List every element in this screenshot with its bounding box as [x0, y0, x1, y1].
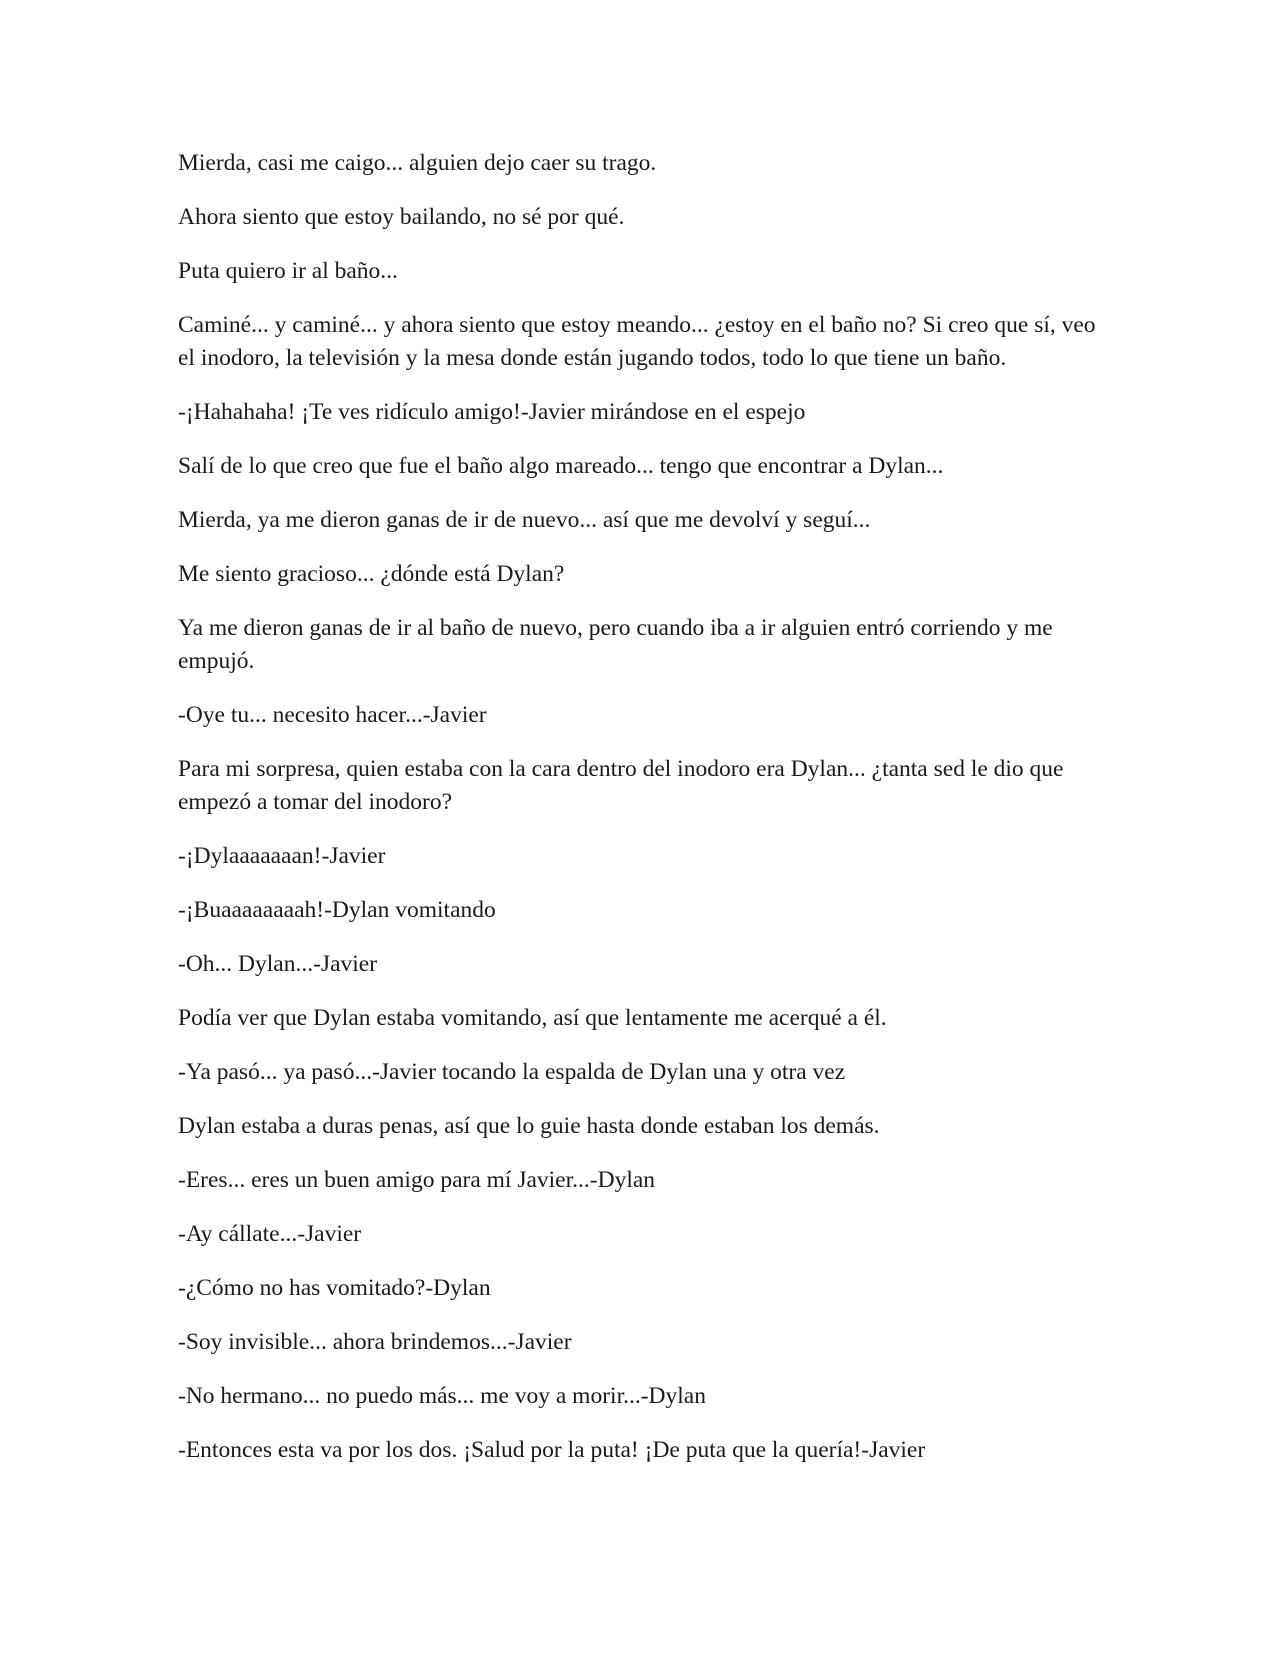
paragraph: Para mi sorpresa, quien estaba con la cara dentro del inodoro era Dylan... ¿tanta sed le dio que empezó a tomar del inodoro?	[178, 756, 1064, 815]
dialogue-line: -Eres... eres un buen amigo para mí Javier...-Dylan	[178, 1167, 656, 1193]
dialogue-line: -Oye tu... necesito hacer...-Javier	[178, 702, 487, 728]
paragraph: Ya me dieron ganas de ir al baño de nuevo, pero cuando iba a ir alguien entró corriendo y me empujó.	[178, 615, 1053, 674]
paragraph: Ahora siento que estoy bailando, no sé por qué.	[178, 204, 625, 230]
dialogue-line: -Ay cállate...-Javier	[178, 1221, 362, 1247]
paragraph: Me siento gracioso... ¿dónde está Dylan?	[178, 561, 565, 587]
paragraph: Mierda, ya me dieron ganas de ir de nuevo... así que me devolví y seguí...	[178, 507, 871, 533]
paragraph: Mierda, casi me caigo... alguien dejo caer su trago.	[178, 150, 657, 176]
dialogue-line: -No hermano... no puedo más... me voy a morir...-Dylan	[178, 1383, 706, 1409]
dialogue-line: -Ya pasó... ya pasó...-Javier tocando la espalda de Dylan una y otra vez	[178, 1059, 846, 1085]
dialogue-line: -¡Hahahaha! ¡Te ves ridículo amigo!-Javier mirándose en el espejo	[178, 399, 806, 425]
dialogue-line: -Soy invisible... ahora brindemos...-Javier	[178, 1329, 572, 1355]
paragraph: Podía ver que Dylan estaba vomitando, así que lentamente me acerqué a él.	[178, 1005, 887, 1031]
document-page	[178, 147, 1098, 1488]
paragraph: Caminé... y caminé... y ahora siento que estoy meando... ¿estoy en el baño no? Si creo que sí, veo el inodoro, la televisión y la mesa donde están jugando todos, todo lo que tiene un baño.	[178, 312, 1096, 371]
dialogue-line: -¡Dylaaaaaaan!-Javier	[178, 843, 386, 869]
paragraph: Dylan estaba a duras penas, así que lo guie hasta donde estaban los demás.	[178, 1113, 880, 1139]
dialogue-line: -¡Buaaaaaaaah!-Dylan vomitando	[178, 897, 496, 923]
dialogue-line: -Oh... Dylan...-Javier	[178, 951, 378, 977]
dialogue-line: -Entonces esta va por los dos. ¡Salud por la puta! ¡De puta que la quería!-Javier	[178, 1437, 926, 1463]
paragraph: Salí de lo que creo que fue el baño algo mareado... tengo que encontrar a Dylan...	[178, 453, 944, 479]
paragraph: Puta quiero ir al baño...	[178, 258, 398, 284]
dialogue-line: -¿Cómo no has vomitado?-Dylan	[178, 1275, 491, 1301]
